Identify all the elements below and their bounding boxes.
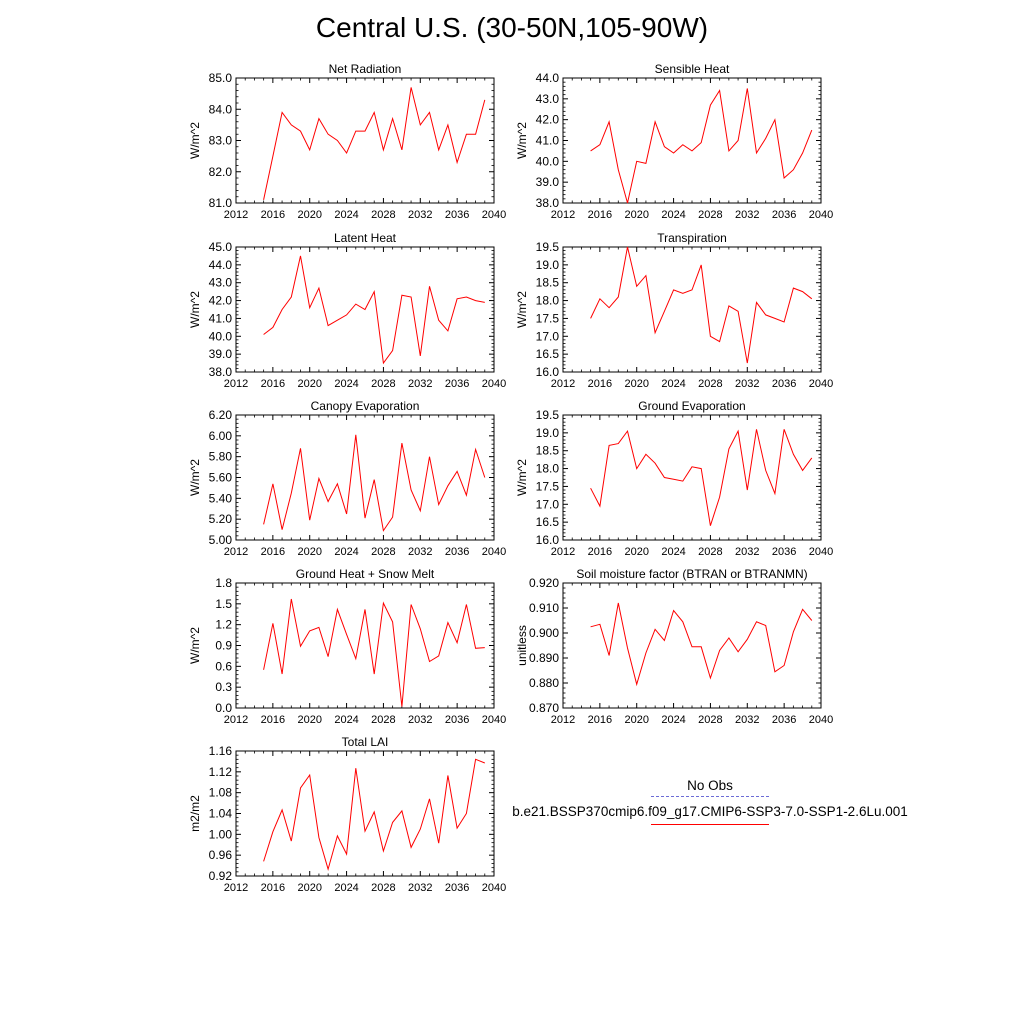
y-tick-label: 85.0 xyxy=(208,71,232,85)
y-tick-label: 44.0 xyxy=(208,257,232,272)
y-tick-label: 6.20 xyxy=(208,408,232,422)
x-tick-label: 2020 xyxy=(297,378,322,390)
y-tick-label: 19.5 xyxy=(535,240,559,254)
x-tick-label: 2016 xyxy=(587,378,613,390)
legend-case-label: b.e21.BSSP370cmip6.f09_g17.CMIP6-SSP3-7.0-SSP1-2.6Lu.001 xyxy=(512,804,908,819)
x-tick-label: 2016 xyxy=(260,209,286,221)
y-tick-label: 38.0 xyxy=(208,365,232,379)
plot-frame xyxy=(236,415,494,540)
x-tick-label: 2028 xyxy=(698,546,723,558)
y-tick-label: 42.0 xyxy=(208,293,232,308)
y-tick-label: 1.2 xyxy=(215,617,232,632)
y-axis-label: W/m^2 xyxy=(188,627,202,664)
x-tick-label: 2020 xyxy=(297,209,322,221)
x-tick-label: 2032 xyxy=(735,714,760,726)
legend-obs-swatch xyxy=(651,796,769,797)
y-tick-label: 43.0 xyxy=(535,91,559,106)
y-tick-label: 17.5 xyxy=(535,311,559,326)
y-tick-label: 1.16 xyxy=(208,744,232,758)
y-tick-label: 16.5 xyxy=(535,515,559,530)
panel-3 xyxy=(515,231,833,390)
plot-frame xyxy=(236,751,494,876)
y-axis-label: W/m^2 xyxy=(188,459,202,496)
x-tick-label: 2012 xyxy=(223,546,249,558)
x-tick-label: 2040 xyxy=(481,882,507,894)
y-tick-label: 17.0 xyxy=(535,497,559,512)
x-tick-label: 2012 xyxy=(550,714,576,726)
y-tick-label: 40.0 xyxy=(535,154,559,169)
x-tick-label: 2020 xyxy=(624,378,649,390)
y-tick-label: 19.0 xyxy=(535,425,559,440)
y-tick-label: 17.5 xyxy=(535,479,559,494)
x-tick-label: 2040 xyxy=(481,378,507,390)
y-tick-label: 0.910 xyxy=(528,601,559,615)
y-tick-label: 16.5 xyxy=(535,347,559,362)
y-tick-label: 1.08 xyxy=(208,785,232,800)
y-tick-label: 45.0 xyxy=(208,240,232,254)
x-tick-label: 2032 xyxy=(735,378,760,390)
x-tick-label: 2012 xyxy=(223,882,249,894)
y-tick-label: 17.0 xyxy=(535,329,559,344)
x-tick-label: 2020 xyxy=(297,882,322,894)
panel-2 xyxy=(188,231,506,390)
y-tick-label: 16.0 xyxy=(535,365,559,379)
y-tick-label: 1.5 xyxy=(215,596,232,611)
y-tick-label: 82.0 xyxy=(208,164,232,179)
y-tick-label: 1.00 xyxy=(208,827,232,842)
y-tick-label: 0.920 xyxy=(528,576,559,590)
y-axis-label: W/m^2 xyxy=(515,291,529,328)
plot-frame xyxy=(236,78,494,203)
x-tick-label: 2020 xyxy=(624,714,649,726)
panel-title: Total LAI xyxy=(341,735,389,749)
legend-case-swatch xyxy=(651,824,769,825)
y-tick-label: 0.900 xyxy=(528,626,559,640)
panel-title: Net Radiation xyxy=(328,62,402,76)
x-tick-label: 2012 xyxy=(550,546,576,558)
x-tick-label: 2012 xyxy=(223,378,249,390)
x-tick-label: 2040 xyxy=(808,209,834,221)
y-axis-label: W/m^2 xyxy=(188,291,202,328)
x-tick-label: 2020 xyxy=(297,714,322,726)
y-tick-label: 43.0 xyxy=(208,275,232,290)
x-tick-label: 2024 xyxy=(661,209,686,221)
legend xyxy=(500,778,920,825)
x-tick-label: 2016 xyxy=(260,546,286,558)
series-line xyxy=(591,603,812,684)
x-tick-label: 2040 xyxy=(808,546,834,558)
y-tick-label: 1.12 xyxy=(208,764,232,779)
x-tick-label: 2036 xyxy=(771,714,797,726)
x-tick-label: 2036 xyxy=(771,546,797,558)
y-tick-label: 16.0 xyxy=(535,533,559,547)
x-tick-label: 2032 xyxy=(408,546,433,558)
x-tick-label: 2020 xyxy=(297,546,322,558)
y-tick-label: 0.92 xyxy=(208,869,232,883)
x-tick-label: 2028 xyxy=(371,378,396,390)
y-tick-label: 40.0 xyxy=(208,329,232,344)
x-tick-label: 2040 xyxy=(481,546,507,558)
y-tick-label: 81.0 xyxy=(208,196,232,210)
x-tick-label: 2016 xyxy=(587,209,613,221)
y-axis-label: m2/m2 xyxy=(188,795,202,832)
plot-frame xyxy=(563,415,821,540)
x-tick-label: 2012 xyxy=(223,209,249,221)
panel-8 xyxy=(188,735,506,894)
y-tick-label: 18.5 xyxy=(535,275,559,290)
x-tick-label: 2032 xyxy=(735,209,760,221)
y-tick-label: 44.0 xyxy=(535,71,559,85)
x-tick-label: 2028 xyxy=(371,209,396,221)
y-tick-label: 18.0 xyxy=(535,461,559,476)
y-tick-label: 39.0 xyxy=(535,175,559,190)
y-tick-label: 42.0 xyxy=(535,112,559,127)
x-tick-label: 2024 xyxy=(334,209,359,221)
series-line xyxy=(264,435,485,531)
panel-1 xyxy=(515,62,833,221)
y-axis-label: W/m^2 xyxy=(515,122,529,159)
series-line xyxy=(591,88,812,203)
x-tick-label: 2012 xyxy=(550,378,576,390)
y-axis-label: W/m^2 xyxy=(188,122,202,159)
x-tick-label: 2020 xyxy=(624,209,649,221)
x-tick-label: 2028 xyxy=(371,714,396,726)
y-tick-label: 18.5 xyxy=(535,443,559,458)
y-tick-label: 5.00 xyxy=(208,533,232,547)
x-tick-label: 2024 xyxy=(334,714,359,726)
y-tick-label: 19.0 xyxy=(535,257,559,272)
plot-frame xyxy=(563,247,821,372)
y-tick-label: 84.0 xyxy=(208,102,232,117)
x-tick-label: 2024 xyxy=(334,378,359,390)
y-tick-label: 41.0 xyxy=(208,311,232,326)
y-tick-label: 5.60 xyxy=(208,470,232,485)
x-tick-label: 2016 xyxy=(587,714,613,726)
x-tick-label: 2036 xyxy=(771,378,797,390)
panel-6 xyxy=(188,567,506,726)
x-tick-label: 2028 xyxy=(371,882,396,894)
x-tick-label: 2020 xyxy=(624,546,649,558)
plot-frame xyxy=(236,583,494,708)
series-line xyxy=(264,599,485,707)
x-tick-label: 2024 xyxy=(661,546,686,558)
x-tick-label: 2012 xyxy=(550,209,576,221)
x-tick-label: 2032 xyxy=(735,546,760,558)
y-tick-label: 0.0 xyxy=(215,701,232,715)
y-tick-label: 0.880 xyxy=(528,676,559,690)
y-tick-label: 1.8 xyxy=(215,576,232,590)
x-tick-label: 2016 xyxy=(587,546,613,558)
page-title: Central U.S. (30-50N,105-90W) xyxy=(315,12,709,43)
x-tick-label: 2032 xyxy=(408,209,433,221)
x-tick-label: 2028 xyxy=(371,546,396,558)
x-tick-label: 2012 xyxy=(223,714,249,726)
x-tick-label: 2016 xyxy=(260,882,286,894)
panel-title: Ground Evaporation xyxy=(638,399,746,413)
legend-obs-label: No Obs xyxy=(687,778,733,793)
y-tick-label: 83.0 xyxy=(208,133,232,148)
series-line xyxy=(264,87,485,199)
y-tick-label: 41.0 xyxy=(535,133,559,148)
panel-7 xyxy=(515,567,833,726)
x-tick-label: 2040 xyxy=(481,714,507,726)
x-tick-label: 2040 xyxy=(808,714,834,726)
panel-title: Sensible Heat xyxy=(654,62,730,76)
series-line xyxy=(264,759,485,869)
x-tick-label: 2028 xyxy=(698,378,723,390)
x-tick-label: 2036 xyxy=(444,546,470,558)
x-tick-label: 2036 xyxy=(444,209,470,221)
x-tick-label: 2036 xyxy=(444,714,470,726)
x-tick-label: 2032 xyxy=(408,882,433,894)
x-tick-label: 2016 xyxy=(260,378,286,390)
y-tick-label: 19.5 xyxy=(535,408,559,422)
panel-title: Latent Heat xyxy=(333,231,397,245)
y-tick-label: 0.870 xyxy=(528,701,559,715)
x-tick-label: 2040 xyxy=(481,209,507,221)
x-tick-label: 2032 xyxy=(408,714,433,726)
panel-5 xyxy=(515,399,833,558)
x-tick-label: 2024 xyxy=(661,714,686,726)
y-tick-label: 0.890 xyxy=(528,651,559,665)
series-line xyxy=(264,256,485,363)
x-tick-label: 2028 xyxy=(698,714,723,726)
y-axis-label: unitless xyxy=(515,625,529,666)
x-tick-label: 2032 xyxy=(408,378,433,390)
y-tick-label: 0.9 xyxy=(215,638,232,653)
panel-4 xyxy=(188,399,506,558)
x-tick-label: 2036 xyxy=(444,882,470,894)
y-tick-label: 0.6 xyxy=(215,659,232,674)
y-tick-label: 38.0 xyxy=(535,196,559,210)
y-tick-label: 6.00 xyxy=(208,428,232,443)
y-tick-label: 0.96 xyxy=(208,848,232,863)
y-axis-label: W/m^2 xyxy=(515,459,529,496)
x-tick-label: 2016 xyxy=(260,714,286,726)
panel-title: Soil moisture factor (BTRAN or BTRANMN) xyxy=(576,567,808,581)
y-tick-label: 5.80 xyxy=(208,449,232,464)
panel-title: Transpiration xyxy=(657,231,727,245)
y-tick-label: 0.3 xyxy=(215,680,232,695)
panel-title: Canopy Evaporation xyxy=(310,399,420,413)
y-tick-label: 5.40 xyxy=(208,491,232,506)
x-tick-label: 2024 xyxy=(334,546,359,558)
panel-title: Ground Heat + Snow Melt xyxy=(295,567,435,581)
y-tick-label: 1.04 xyxy=(208,806,232,821)
x-tick-label: 2024 xyxy=(334,882,359,894)
x-tick-label: 2024 xyxy=(661,378,686,390)
x-tick-label: 2028 xyxy=(698,209,723,221)
y-tick-label: 39.0 xyxy=(208,347,232,362)
panel-0 xyxy=(188,62,506,221)
series-line xyxy=(591,429,812,525)
x-tick-label: 2036 xyxy=(444,378,470,390)
y-tick-label: 5.20 xyxy=(208,512,232,527)
series-line xyxy=(591,247,812,363)
x-tick-label: 2040 xyxy=(808,378,834,390)
y-tick-label: 18.0 xyxy=(535,293,559,308)
x-tick-label: 2036 xyxy=(771,209,797,221)
